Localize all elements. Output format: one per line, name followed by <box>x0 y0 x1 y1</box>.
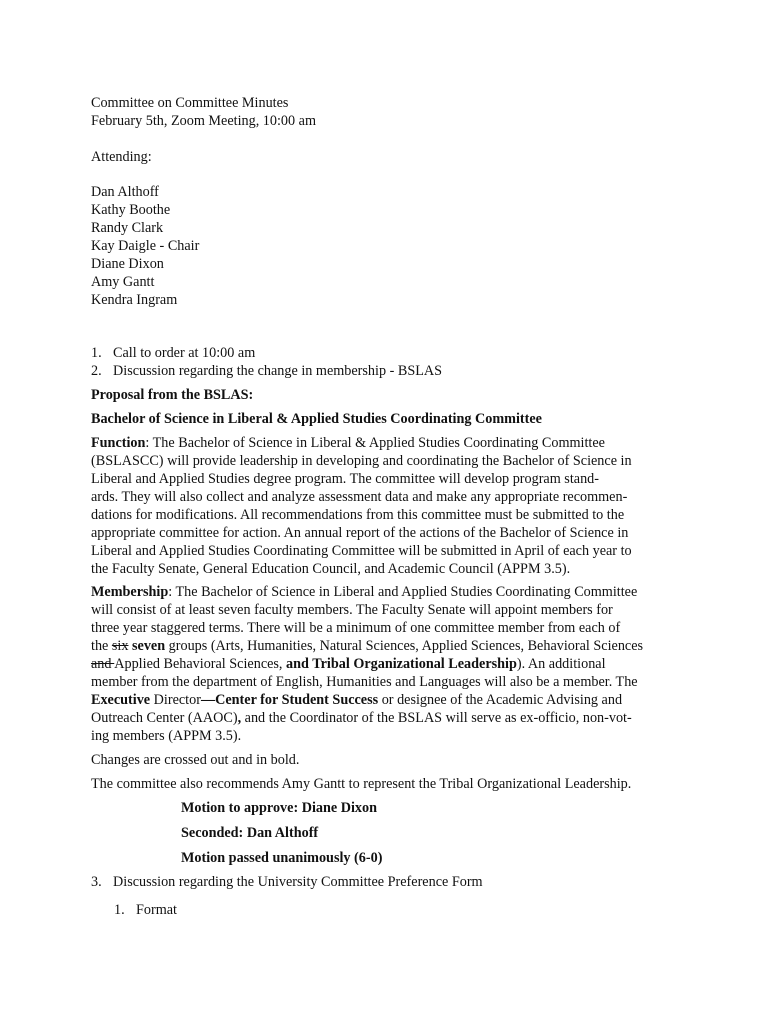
agenda-text: Format <box>136 902 177 918</box>
doc-title: Committee on Committee Minutes <box>91 95 289 111</box>
added-text: —Center for Student Success <box>200 692 379 708</box>
agenda-text: Discussion regarding the change in membership - BSLAS <box>113 363 443 379</box>
struck-text: six <box>111 638 129 654</box>
attendee: Randy Clark <box>91 220 164 236</box>
motion-seconded: Seconded: Dan Althoff <box>181 825 319 841</box>
attendee: Amy Gantt <box>91 274 155 290</box>
added-text: seven <box>128 638 166 654</box>
changes-note: Changes are crossed out and in bold. <box>91 752 300 768</box>
agenda-number: 1. <box>91 345 102 361</box>
attendee: Kay Daigle - Chair <box>91 238 200 254</box>
agenda-text: Discussion regarding the University Committee Preference Form <box>113 874 483 890</box>
added-text: Executive <box>91 692 151 708</box>
attendee: Kathy Boothe <box>91 202 171 218</box>
membership-label: Membership <box>91 584 169 600</box>
attendee: Diane Dixon <box>91 256 164 272</box>
motion-passed: Motion passed unanimously (6-0) <box>181 850 383 866</box>
agenda-text: Call to order at 10:00 am <box>113 345 256 361</box>
attendee: Kendra Ingram <box>91 292 178 308</box>
agenda-number: 3. <box>91 874 102 890</box>
attendee: Dan Althoff <box>91 184 159 200</box>
added-text: , <box>237 710 242 726</box>
added-text: and Tribal Organizational Leadership <box>286 656 517 672</box>
proposal-heading: Proposal from the BSLAS: <box>91 387 254 403</box>
function-label: Function <box>91 435 146 451</box>
committee-heading: Bachelor of Science in Liberal & Applied Studies Coordinating Committee <box>91 411 542 427</box>
struck-text: and <box>91 656 115 672</box>
doc-subtitle: February 5th, Zoom Meeting, 10:00 am <box>91 113 316 129</box>
attending-label: Attending: <box>91 149 152 165</box>
agenda-number: 2. <box>91 363 102 379</box>
recommendation-note: The committee also recommends Amy Gantt to represent the Tribal Organizational Leadership. <box>91 776 632 792</box>
document-page: Committee on Committee Minutes February 5th, Zoom Meeting, 10:00 am Attending: Dan Althoff Kathy Boothe Randy Clark Kay Daigle - Chair Diane Dixon Amy Gantt Kendra Ingram 1. Call to order at 10:00 am 2. Discussion regarding the change in membership - BSLAS Proposal from the BSLAS: Bachelor of Science in Liberal & Applied Studies Coordinating Committee Function: The Bachelor of Science in Liberal & Applied Studies Coordinating Committee (BSLASCC) will provide leadership in developing and coordinating the Bachelor of Science in Liberal and Applied Studies degree program. The committee will develop program stand- ards. They will also collect and analyze assessment data and make any appropriate recommen- dations for modifications. All recommendations from this committee must be submitted to the appropriate committee for action. An annual report of the actions of the Bachelor of Science in Liberal and Applied Studies Coordinating Committee will be submitted in April of each year to the Faculty Senate, General Education Council, and Academic Council (APPM 3.5). Membership: The Bachelor of Science in Liberal and Applied Studies Coordinating Committee will consist of at least seven faculty members. The Faculty Senate will appoint members for three year staggered terms. There will be a minimum of one committee member from each of the six seven groups (Arts, Humanities, Natural Sciences, Applied Sciences, Behavioral Sciences and Applied Behavioral Sciences, and Tribal Organizational Leadership). An additional member from the department of English, Humanities and Languages will also be a member. The Executive Director—Center for Student Success or designee of the Academic Advising and Outreach Center (AAOC), and the Coordinator of the BSLAS will serve as ex-officio, non-vot- ing members (APPM 3.5). Changes are crossed out and in bold. The committee also recommends Amy Gantt to represent the Tribal Organizational Leadership. Motion to approve: Diane Dixon Seconded: Dan Althoff Motion passed unanimously (6-0) 3. Discussion regarding the University Committee Preference Form 1. Format <box>91 95 644 918</box>
motion-approve: Motion to approve: Diane Dixon <box>181 800 377 816</box>
agenda-number: 1. <box>114 902 125 918</box>
